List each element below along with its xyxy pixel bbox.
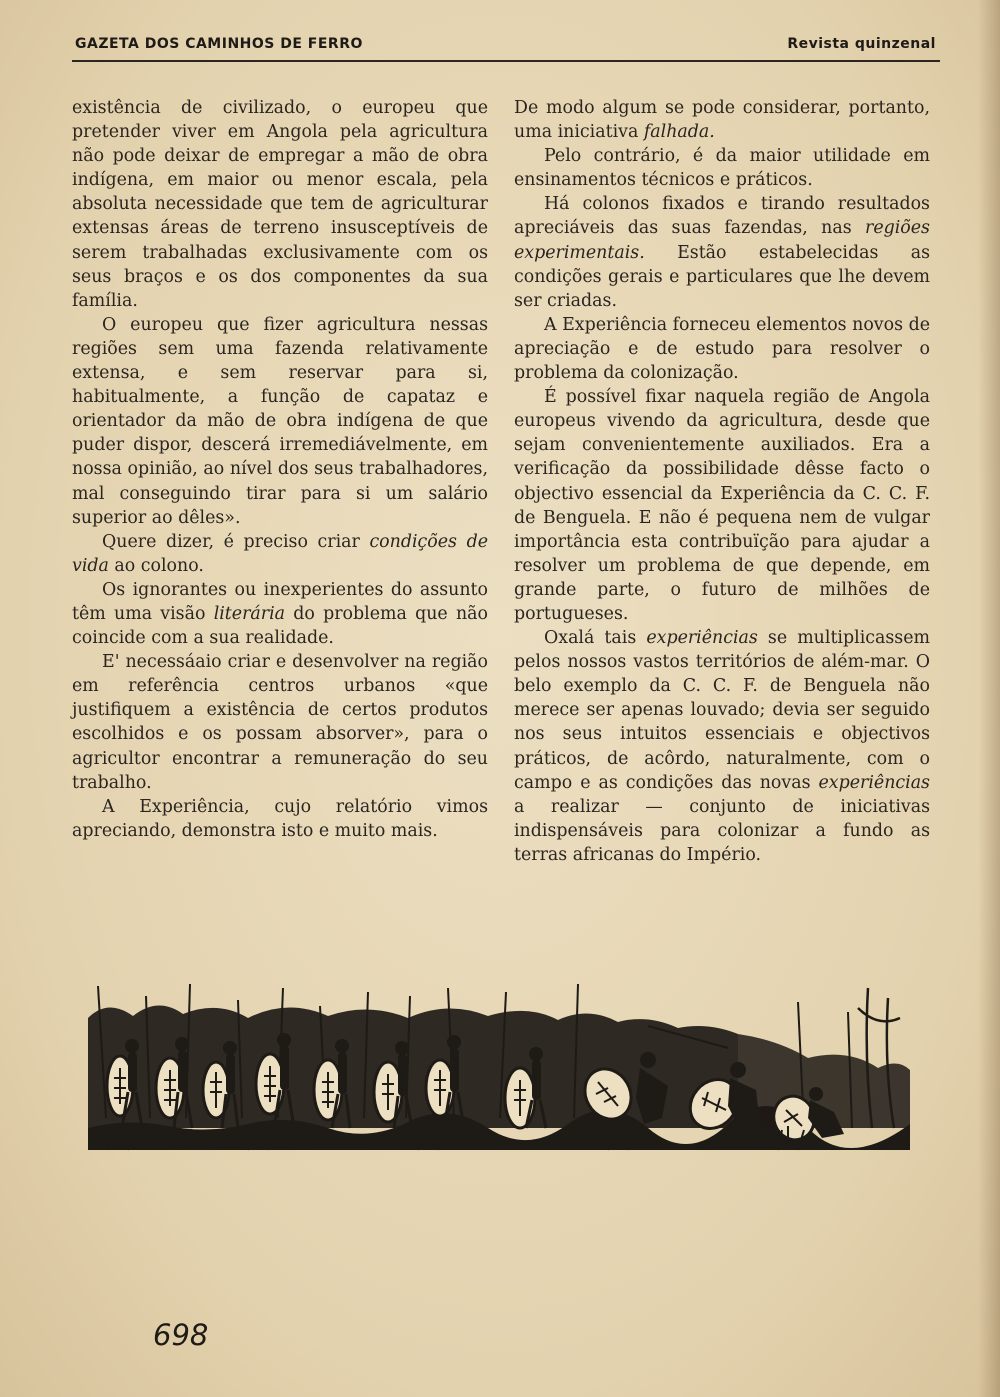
paragraph xyxy=(514,192,930,312)
emphasis: regiões experimentais. xyxy=(514,218,930,263)
running-header xyxy=(75,36,936,58)
page-edge-shadow xyxy=(978,0,1000,1397)
text: Os ignorantes ou inexperientes do assunto têm uma visão xyxy=(72,579,488,624)
journal-title: GAZETA DOS CAMINHOS DE FERRO xyxy=(75,36,363,52)
paragraph: A Experiência, cujo relatório vimos apreciando, demonstra isto e muito mais. xyxy=(72,796,488,841)
paragraph: A Experiência forneceu elementos novos de apreciação e de estudo para resolver o problema da colonização. xyxy=(514,314,930,384)
text: De modo algum se pode considerar, portanto, uma iniciativa xyxy=(514,98,930,143)
paragraph xyxy=(72,530,488,578)
woodcut-warriors-illustration xyxy=(88,978,910,1188)
right-column xyxy=(514,96,930,867)
emphasis: falhada. xyxy=(643,122,715,143)
paragraph: E' necessáaio criar e desenvolver na região em referência centros urbanos «que justifiquem a existência de certos produtos escolhidos e os possam absorver», para o agricultor encontrar a remuneração do seu trabalho. xyxy=(72,652,488,793)
paragraph: existência de civilizado, o europeu que pretender viver em Angola pela agricultura não pode deixar de empregar a mão de obra indígena, em maior ou menor escala, pela absoluta necessidade que tem de agriculturar extensas áreas de terreno insusceptíveis de serem trabalhadas exclusivamente com os seus braços e os dos componentes da sua família. xyxy=(72,98,488,311)
text: Estão estabelecidas as condições gerais e particulares que lhe devem ser criadas. xyxy=(514,242,930,311)
header-rule xyxy=(72,60,940,62)
text: Há colonos fixados e tirando resultados apreciáveis das suas fazendas, nas xyxy=(514,194,930,239)
paragraph xyxy=(514,626,930,867)
text: se multiplicassem pelos nossos vastos territórios de além-mar. O belo exemplo da C. C. F. de Benguela não merece ser apenas louvado; devia ser seguido nos seus intuitos essenciais e objectivos práticos, de acôrdo, naturalmente, com o campo e as condições das novas xyxy=(514,628,930,793)
text: Quere dizer, é preciso criar xyxy=(102,531,370,552)
paragraph xyxy=(72,578,488,650)
emphasis: experiências xyxy=(818,772,930,793)
text: a realizar — conjunto de iniciativas indispensáveis para colonizar a fundo as terras africanas do Império. xyxy=(514,796,930,865)
page-number: 698 xyxy=(153,1318,209,1352)
left-column xyxy=(72,96,488,843)
emphasis: condições de vida xyxy=(72,531,488,576)
text: ao colono. xyxy=(108,555,204,576)
paragraph: É possível fixar naquela região de Angola europeus vivendo da agricultura, desde que sejam convenientemente auxiliados. Era a verificação da possibilidade dêsse facto o objectivo essencial da Experiência da C. C. F. de Benguela. E não é pequena nem de vulgar importância esta contribuïção para ajudar a resolver um problema de que depende, em grande parte, o futuro de milhões de portugueses. xyxy=(514,387,930,624)
paragraph: Pelo contrário, é da maior utilidade em ensinamentos técnicos e práticos. xyxy=(514,146,930,191)
emphasis: literária xyxy=(213,603,286,624)
paragraph xyxy=(514,96,930,144)
text: do problema que não coincide com a sua realidade. xyxy=(72,603,488,649)
paragraph: O europeu que fizer agricultura nessas regiões sem uma fazenda relativamente extensa, e sem reservar para si, habitualmente, a função de capataz e orientador da mão de obra indígena de que puder dispor, descerá irremediávelmente, em nossa opinião, ao nível dos seus trabalhadores, mal conseguindo tirar para si um salário superior ao dêles». xyxy=(72,314,488,528)
journal-subtitle: Revista quinzenal xyxy=(787,36,936,52)
text: Oxalá tais xyxy=(544,628,647,649)
emphasis: experiências xyxy=(646,628,758,649)
